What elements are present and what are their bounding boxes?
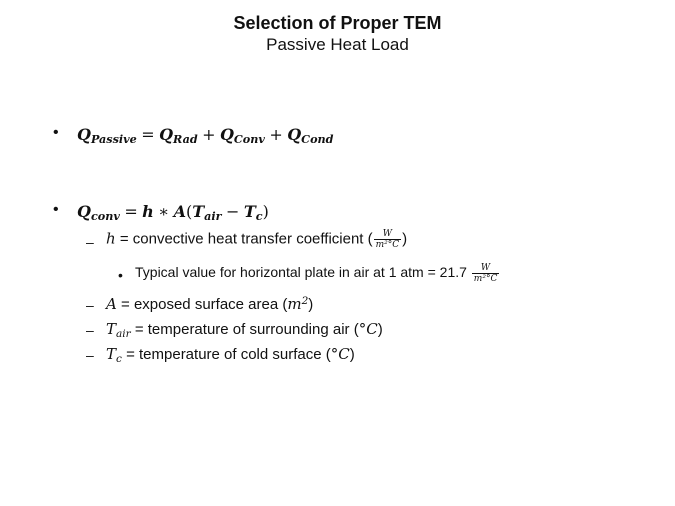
h-definition: h = convective heat transfer coefficient ( $\frac{W}{\text{m²°C}}$ ) xyxy=(106,229,408,250)
sub-bullet-marker: • xyxy=(118,267,123,283)
dash-marker: – xyxy=(86,347,94,363)
title-block xyxy=(0,12,675,55)
unit-fraction: $\frac{W}{\text{m²°C}}$ xyxy=(375,229,400,250)
slide-title: Selection of Proper TEM xyxy=(233,13,442,33)
slide-subtitle: Passive Heat Load xyxy=(266,35,409,54)
bullet-marker: • xyxy=(53,201,59,218)
dash-marker: – xyxy=(86,322,94,338)
area-definition: A = exposed surface area $(m^2)$ xyxy=(106,295,314,313)
dash-marker: – xyxy=(86,297,94,313)
dash-marker: – xyxy=(86,234,94,250)
bullet-marker: • xyxy=(53,124,59,141)
typical-value-note: Typical value for horizontal plate in air at 1 atm = 21.7 $\frac{W}{\text{m²°C}}$ xyxy=(135,263,498,284)
passive-heat-equation: $Q_{Passive} = Q_{Rad} + Q_{Conv} + Q_{Cond}$ xyxy=(77,125,334,146)
unit-fraction: $\frac{W}{\text{m²°C}}$ xyxy=(473,263,498,284)
convective-heat-equation: $Q_{conv} = h$ ∗ $A(T_{air} - T_c)$ xyxy=(77,202,269,223)
cold-surface-temperature-definition: $T_c$ = temperature of cold surface (°C) xyxy=(106,345,355,365)
air-temperature-definition: $T_{air}$ = temperature of surrounding air (°C) xyxy=(106,320,383,340)
